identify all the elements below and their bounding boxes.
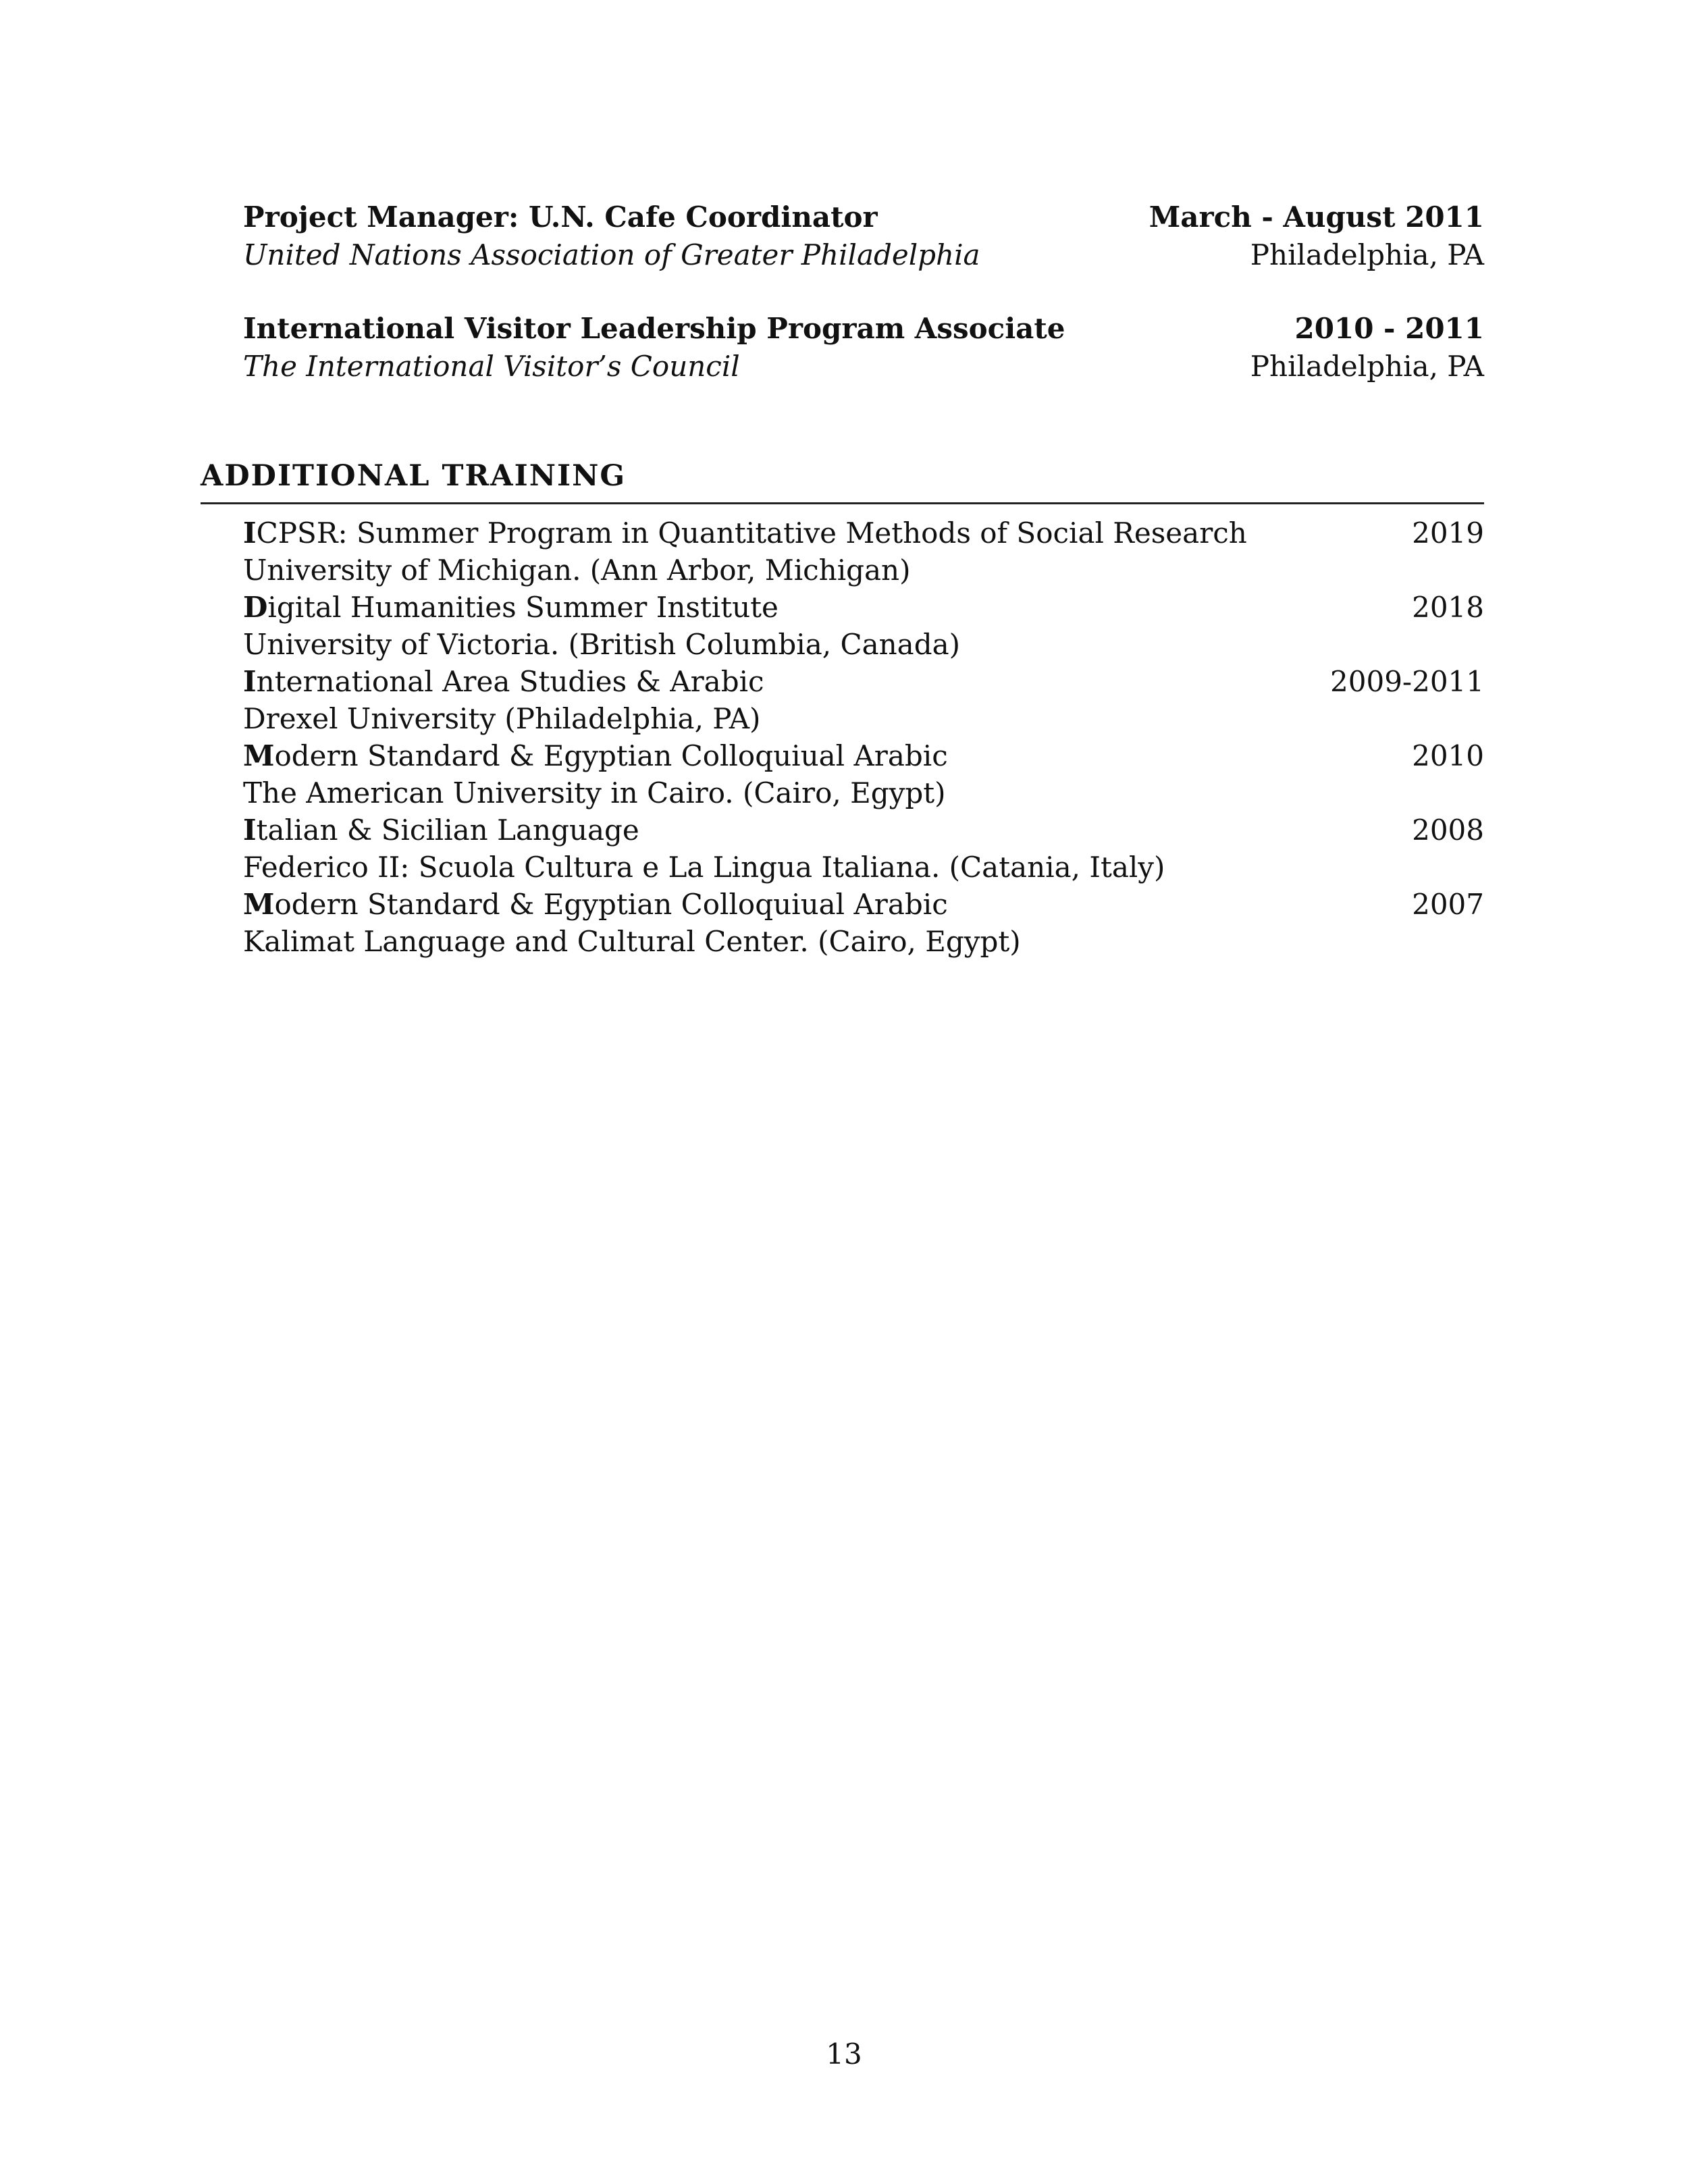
training-title-initial: I — [243, 516, 257, 550]
section-divider — [201, 502, 1484, 504]
training-title-rest: odern Standard & Egyptian Colloquiual Arabic — [274, 739, 948, 772]
training-year: 2010 — [1412, 739, 1484, 772]
training-title — [243, 811, 639, 849]
training-item — [243, 663, 1484, 737]
training-institution: Drexel University (Philadelphia, PA) — [243, 702, 761, 735]
job-title: International Visitor Leadership Program Associate — [243, 312, 1065, 345]
training-title-rest: CPSR: Summer Program in Quantitative Methods of Social Research — [256, 516, 1247, 550]
training-institution: Kalimat Language and Cultural Center. (Cairo, Egypt) — [243, 925, 1021, 958]
training-title-initial: M — [243, 888, 275, 921]
training-title-rest: odern Standard & Egyptian Colloquiual Arabic — [274, 888, 948, 921]
training-institution: University of Michigan. (Ann Arbor, Michigan) — [243, 554, 911, 587]
training-item — [243, 589, 1484, 663]
job-organization: The International Visitor’s Council — [243, 350, 740, 383]
training-title-rest: igital Humanities Summer Institute — [267, 591, 779, 624]
training-institution: University of Victoria. (British Columbia, Canada) — [243, 628, 961, 661]
training-institution: The American University in Cairo. (Cairo, Egypt) — [243, 776, 946, 809]
training-title-initial: M — [243, 739, 275, 772]
training-year: 2019 — [1412, 516, 1484, 550]
training-year: 2009-2011 — [1330, 665, 1484, 698]
page-number: 13 — [826, 2037, 862, 2071]
training-year: 2008 — [1412, 814, 1484, 847]
experience-entry — [243, 198, 1484, 274]
training-year: 2007 — [1412, 888, 1484, 921]
training-title — [243, 886, 948, 923]
training-year: 2018 — [1412, 591, 1484, 624]
training-title-initial: I — [243, 665, 257, 698]
training-item — [243, 737, 1484, 811]
training-item — [243, 886, 1484, 960]
job-location: Philadelphia, PA — [1250, 238, 1484, 271]
job-title: Project Manager: U.N. Cafe Coordinator — [243, 201, 878, 234]
training-title — [243, 514, 1247, 552]
training-institution: Federico II: Scuola Cultura e La Lingua Italiana. (Catania, Italy) — [243, 851, 1165, 884]
training-title-rest: talian & Sicilian Language — [256, 814, 639, 847]
training-title-rest: nternational Area Studies & Arabic — [256, 665, 764, 698]
training-title — [243, 663, 764, 700]
training-title-initial: D — [243, 591, 268, 624]
training-list — [243, 514, 1484, 960]
training-title — [243, 737, 948, 774]
training-item — [243, 811, 1484, 886]
job-organization: United Nations Association of Greater Philadelphia — [243, 238, 980, 271]
training-item — [243, 514, 1484, 589]
job-location: Philadelphia, PA — [1250, 350, 1484, 383]
experience-entry — [243, 310, 1484, 385]
section-heading-additional-training: ADDITIONAL TRAINING — [201, 459, 627, 493]
job-dates: March - August 2011 — [1149, 201, 1484, 234]
training-title-initial: I — [243, 814, 257, 847]
job-dates: 2010 - 2011 — [1294, 312, 1484, 345]
training-title — [243, 589, 779, 626]
